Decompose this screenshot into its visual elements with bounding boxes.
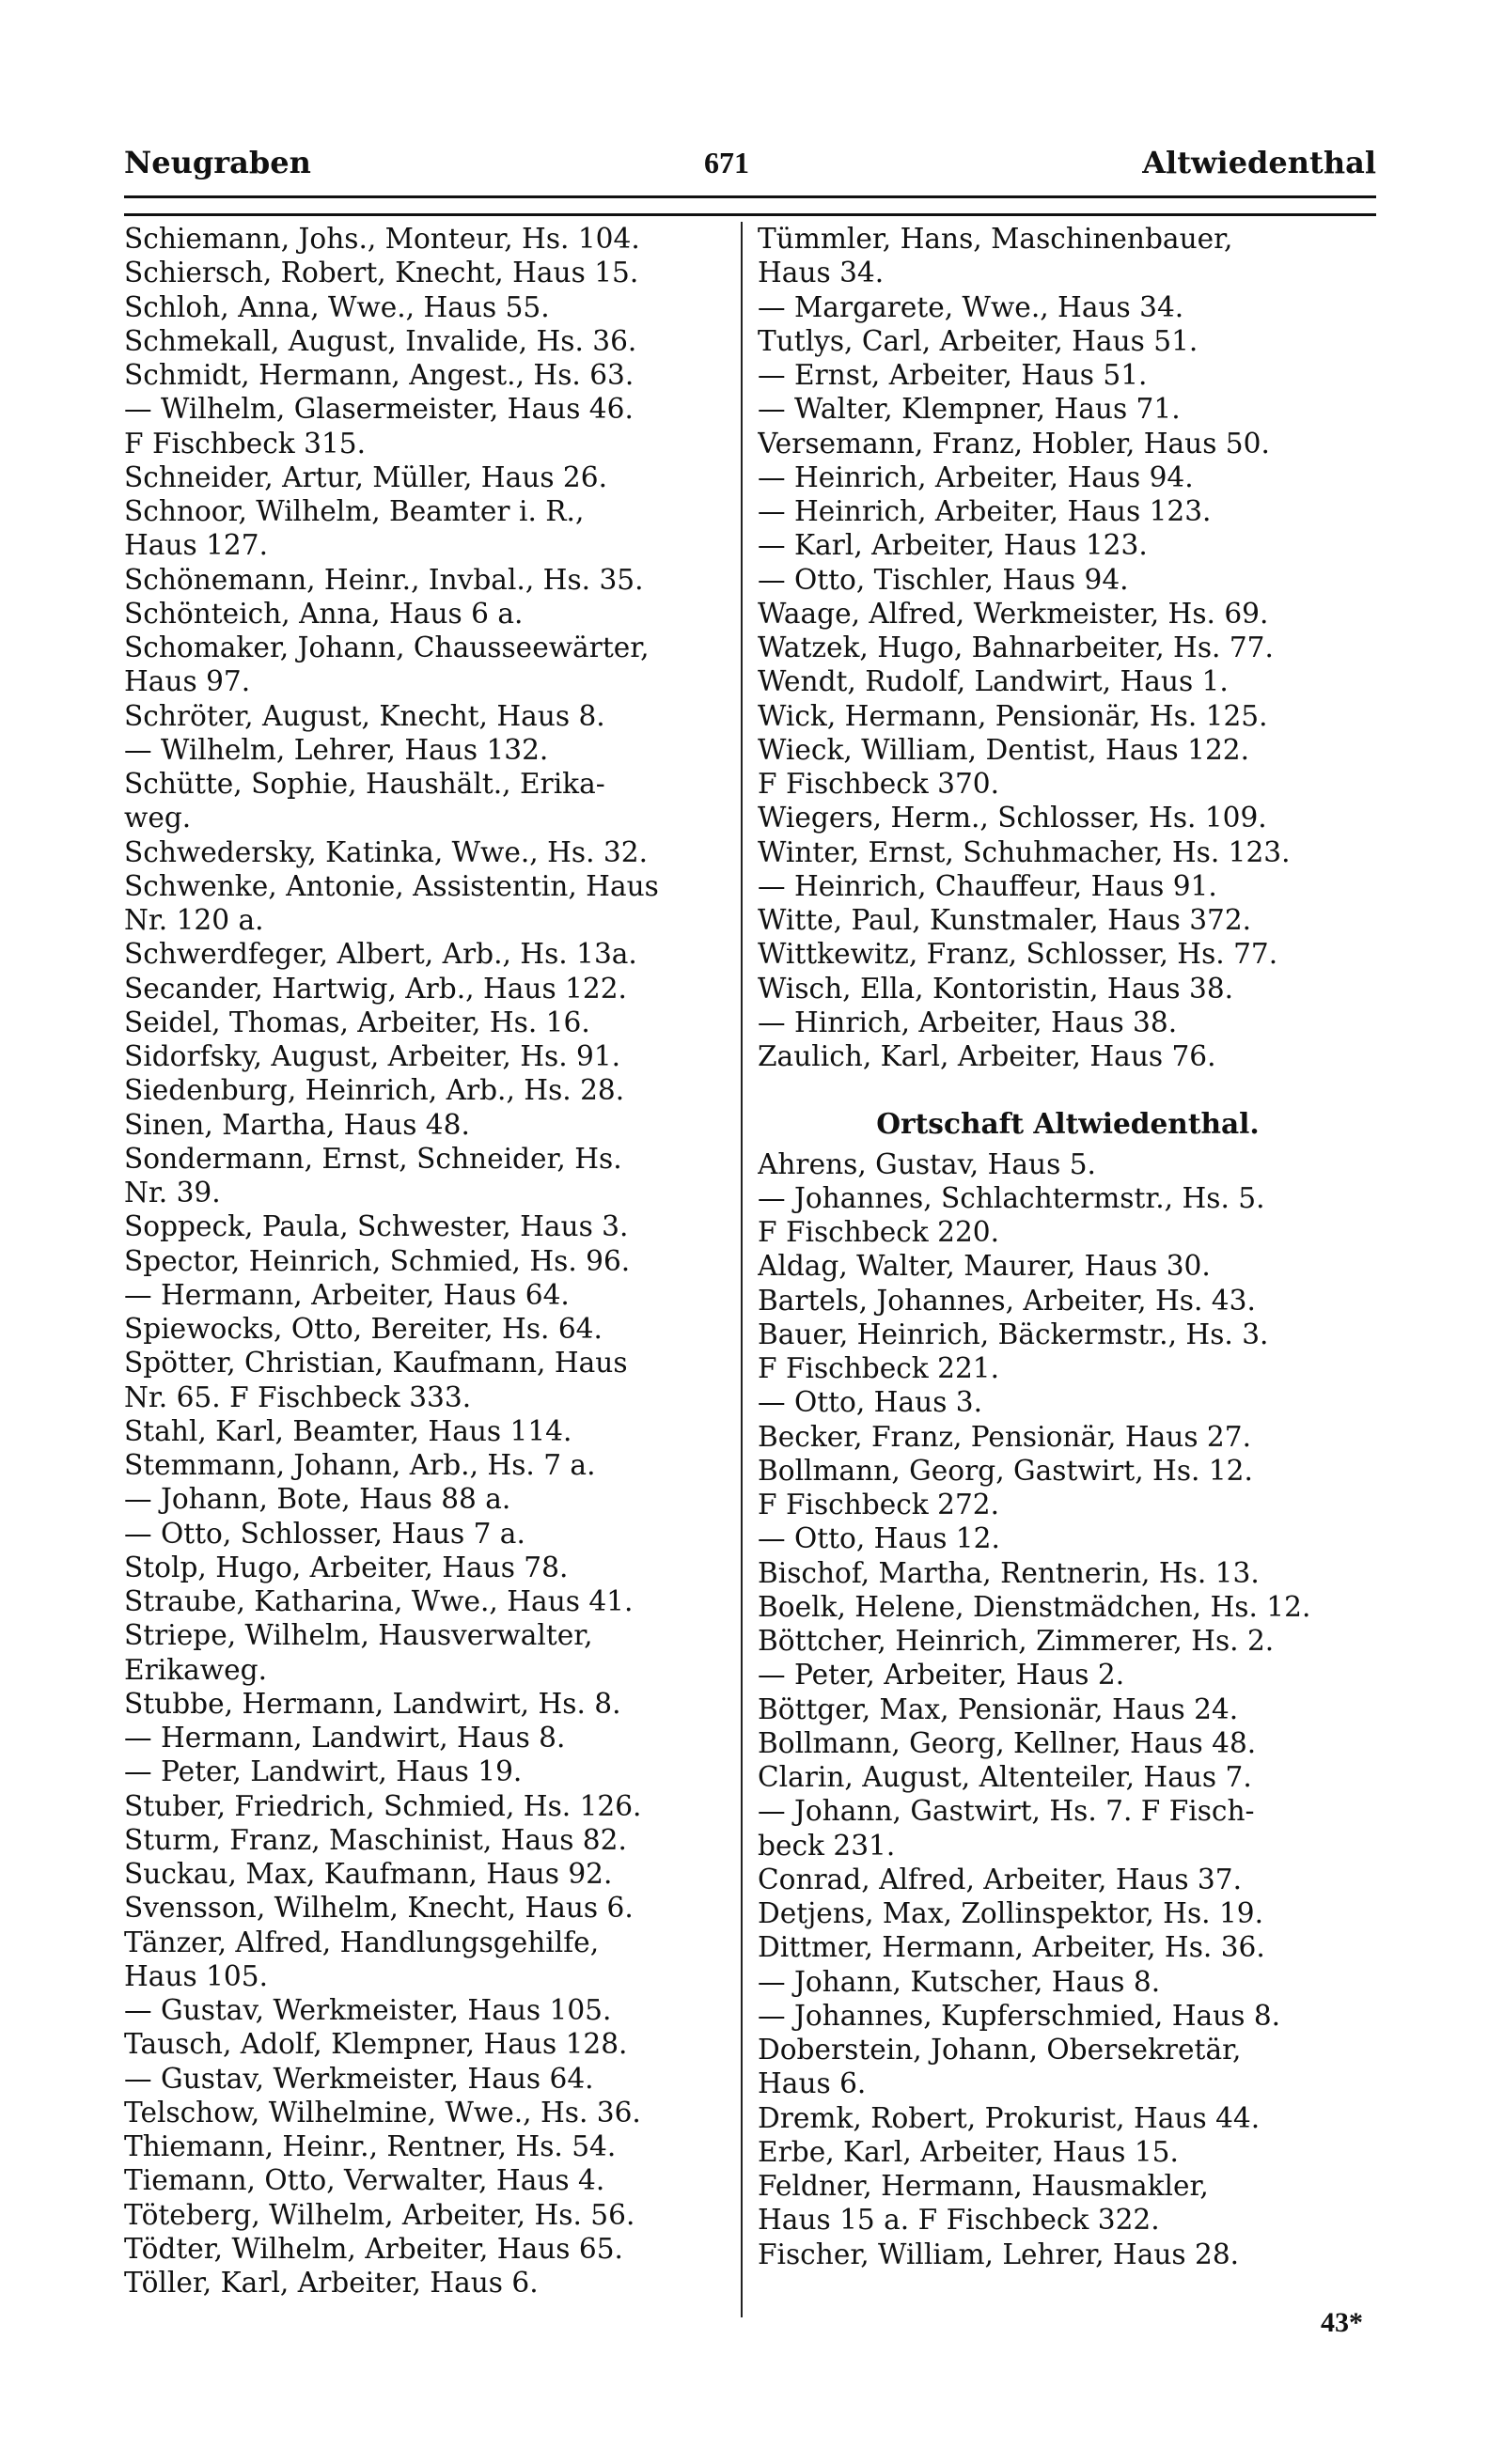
directory-entry: Bischof, Martha, Rentnerin, Hs. 13. (758, 1556, 1260, 1589)
directory-entry: Erikaweg. (124, 1653, 267, 1686)
directory-entry: — Otto, Haus 12. (758, 1522, 1000, 1555)
directory-entry: Witte, Paul, Kunstmaler, Haus 372. (758, 904, 1252, 936)
directory-entry: — Gustav, Werkmeister, Haus 64. (124, 2062, 594, 2095)
page-number: 671 (704, 145, 750, 179)
directory-entry: Waage, Alfred, Werkmeister, Hs. 69. (758, 597, 1269, 630)
directory-entry: Tiemann, Otto, Verwalter, Haus 4. (124, 2164, 605, 2197)
directory-entry: beck 231. (758, 1829, 896, 1862)
directory-entry: Nr. 120 a. (124, 904, 264, 936)
directory-entry: — Heinrich, Chauffeur, Haus 91. (758, 869, 1217, 902)
directory-entry: F Fischbeck 220. (758, 1216, 1000, 1248)
directory-entry: — Otto, Haus 3. (758, 1386, 983, 1419)
directory-entry: Schneider, Artur, Müller, Haus 26. (124, 460, 607, 493)
directory-entry: Schönemann, Heinr., Invbal., Hs. 35. (124, 563, 644, 596)
directory-entry: Schiemann, Johs., Monteur, Hs. 104. (124, 223, 640, 255)
directory-entry: Schomaker, Johann, Chausseewärter, (124, 632, 650, 663)
directory-entry: Schmidt, Hermann, Angest., Hs. 63. (124, 359, 634, 391)
directory-entry: Wisch, Ella, Kontoristin, Haus 38. (758, 972, 1234, 1005)
directory-entry: Töteberg, Wilhelm, Arbeiter, Hs. 56. (124, 2198, 635, 2231)
directory-entry: Schmekall, August, Invalide, Hs. 36. (124, 324, 637, 357)
directory-entry: Tausch, Adolf, Klempner, Haus 128. (124, 2028, 628, 2061)
directory-entry: Thiemann, Heinr., Rentner, Hs. 54. (124, 2130, 617, 2162)
directory-entry: Schnoor, Wilhelm, Beamter i. R., (124, 495, 585, 527)
directory-entry: Haus 34. (758, 257, 885, 289)
directory-entry: Sidorfsky, August, Arbeiter, Hs. 91. (124, 1040, 621, 1072)
directory-entry: — Gustav, Werkmeister, Haus 105. (124, 1994, 612, 2026)
directory-entry: Clarin, August, Altenteiler, Haus 7. (758, 1761, 1252, 1793)
directory-entry: Detjens, Max, Zollinspektor, Hs. 19. (758, 1897, 1264, 1929)
directory-entry: — Johann, Bote, Haus 88 a. (124, 1483, 511, 1516)
section-heading: Ortschaft Altwiedenthal. (876, 1107, 1260, 1141)
directory-entry: Bauer, Heinrich, Bäckermstr., Hs. 3. (758, 1318, 1269, 1350)
directory-entry: Soppeck, Paula, Schwester, Haus 3. (124, 1210, 629, 1243)
directory-entry: Wick, Hermann, Pensionär, Hs. 125. (758, 699, 1268, 732)
header-double-rule (124, 195, 1376, 216)
directory-entry: Haus 105. (124, 1959, 268, 1992)
directory-entry: — Karl, Arbeiter, Haus 123. (758, 529, 1148, 562)
directory-entry: Siedenburg, Heinrich, Arb., Hs. 28. (124, 1074, 625, 1107)
directory-entry: Feldner, Hermann, Hausmakler, (758, 2170, 1209, 2202)
directory-entry: Bollmann, Georg, Gastwirt, Hs. 12. (758, 1454, 1253, 1487)
page-header (124, 139, 1376, 186)
directory-entry: Seidel, Thomas, Arbeiter, Hs. 16. (124, 1006, 590, 1038)
directory-entry: Haus 15 a. F Fischbeck 322. (758, 2204, 1160, 2237)
column-divider (741, 222, 743, 2317)
directory-entry: Becker, Franz, Pensionär, Haus 27. (758, 1420, 1251, 1453)
directory-entry: Conrad, Alfred, Arbeiter, Haus 37. (758, 1863, 1242, 1895)
directory-entry: Spiewocks, Otto, Bereiter, Hs. 64. (124, 1313, 603, 1345)
directory-entry: Striepe, Wilhelm, Hausverwalter, (124, 1619, 593, 1652)
right-column (758, 222, 1378, 2271)
directory-entry: Versemann, Franz, Hobler, Haus 50. (758, 427, 1270, 460)
directory-entry: F Fischbeck 370. (758, 768, 1000, 800)
directory-entry: Fischer, William, Lehrer, Haus 28. (758, 2238, 1240, 2270)
directory-entry: Watzek, Hugo, Bahnarbeiter, Hs. 77. (758, 632, 1274, 663)
directory-entry: Stubbe, Hermann, Landwirt, Hs. 8. (124, 1687, 621, 1720)
directory-entry: — Johann, Gastwirt, Hs. 7. F Fisch- (758, 1795, 1255, 1828)
directory-entry: Dremk, Robert, Prokurist, Haus 44. (758, 2101, 1261, 2134)
directory-entry: — Johannes, Schlachtermstr., Hs. 5. (758, 1181, 1265, 1214)
directory-entry: — Peter, Arbeiter, Haus 2. (758, 1659, 1125, 1692)
directory-entry: Telschow, Wilhelmine, Wwe., Hs. 36. (124, 2096, 641, 2129)
directory-entry: — Walter, Klempner, Haus 71. (758, 393, 1181, 426)
directory-entry: Schwenke, Antonie, Assistentin, Haus (124, 869, 659, 902)
directory-entry: Zaulich, Karl, Arbeiter, Haus 76. (758, 1040, 1216, 1072)
directory-entry: Boelk, Helene, Dienstmädchen, Hs. 12. (758, 1590, 1311, 1623)
directory-entry: Böttcher, Heinrich, Zimmerer, Hs. 2. (758, 1625, 1275, 1657)
directory-entry: Schröter, August, Knecht, Haus 8. (124, 699, 605, 732)
directory-entry: Tümmler, Hans, Maschinenbauer, (758, 223, 1233, 255)
directory-entry: Wittkewitz, Franz, Schlosser, Hs. 77. (758, 938, 1278, 971)
directory-entry: Spötter, Christian, Kaufmann, Haus (124, 1347, 628, 1380)
directory-entry: Schwedersky, Katinka, Wwe., Hs. 32. (124, 835, 648, 868)
directory-entry: Sondermann, Ernst, Schneider, Hs. (124, 1142, 622, 1175)
directory-entry: — Peter, Landwirt, Haus 19. (124, 1755, 523, 1788)
directory-entry: Schloh, Anna, Wwe., Haus 55. (124, 290, 550, 323)
signature-mark: 43* (1321, 2307, 1363, 2338)
directory-entry: Sinen, Martha, Haus 48. (124, 1108, 470, 1141)
directory-entry: Aldag, Walter, Maurer, Haus 30. (758, 1250, 1211, 1283)
directory-entry: Erbe, Karl, Arbeiter, Haus 15. (758, 2135, 1179, 2168)
directory-entry: Nr. 65. F Fischbeck 333. (124, 1380, 472, 1413)
directory-entry: F Fischbeck 315. (124, 427, 367, 460)
directory-entry: — Otto, Schlosser, Haus 7 a. (124, 1517, 525, 1550)
directory-entry: Wendt, Rudolf, Landwirt, Haus 1. (758, 665, 1229, 698)
directory-entry: F Fischbeck 221. (758, 1352, 1000, 1384)
right-column-top-entries (758, 222, 1378, 1073)
right-column-bottom-entries (758, 1147, 1378, 2271)
directory-entry: F Fischbeck 272. (758, 1489, 1000, 1521)
directory-entry: — Johann, Kutscher, Haus 8. (758, 1965, 1161, 1998)
directory-entry: Doberstein, Johann, Obersekretär, (758, 2034, 1242, 2066)
directory-entry: — Otto, Tischler, Haus 94. (758, 563, 1129, 596)
directory-entry: Haus 6. (758, 2067, 867, 2100)
directory-entry: Secander, Hartwig, Arb., Haus 122. (124, 972, 627, 1005)
directory-entry: weg. (124, 802, 192, 834)
directory-entry: — Hinrich, Arbeiter, Haus 38. (758, 1006, 1178, 1038)
directory-entry: Svensson, Wilhelm, Knecht, Haus 6. (124, 1892, 634, 1925)
directory-entry: Schönteich, Anna, Haus 6 a. (124, 597, 524, 630)
directory-entry: Nr. 39. (124, 1177, 221, 1209)
directory-entry: — Hermann, Arbeiter, Haus 64. (124, 1278, 570, 1311)
directory-entry: Tutlys, Carl, Arbeiter, Haus 51. (758, 324, 1198, 357)
directory-entry: Spector, Heinrich, Schmied, Hs. 96. (124, 1244, 631, 1277)
directory-entry: Tödter, Wilhelm, Arbeiter, Haus 65. (124, 2232, 623, 2265)
directory-entry: Stuber, Friedrich, Schmied, Hs. 126. (124, 1789, 642, 1822)
directory-entry: Schwerdfeger, Albert, Arb., Hs. 13a. (124, 938, 637, 971)
header-left-place: Neugraben (124, 145, 311, 180)
directory-entry: Bartels, Johannes, Arbeiter, Hs. 43. (758, 1284, 1256, 1317)
directory-entry: Haus 127. (124, 529, 268, 562)
directory-entry: Töller, Karl, Arbeiter, Haus 6. (124, 2267, 539, 2299)
left-column (124, 222, 731, 2300)
directory-entry: — Heinrich, Arbeiter, Haus 94. (758, 460, 1194, 493)
directory-entry: — Hermann, Landwirt, Haus 8. (124, 1722, 566, 1754)
directory-entry: Ahrens, Gustav, Haus 5. (758, 1147, 1096, 1180)
directory-entry: — Heinrich, Arbeiter, Haus 123. (758, 495, 1212, 527)
directory-entry: Dittmer, Hermann, Arbeiter, Hs. 36. (758, 1931, 1265, 1964)
directory-entry: — Margarete, Wwe., Haus 34. (758, 290, 1184, 323)
directory-entry: Winter, Ernst, Schuhmacher, Hs. 123. (758, 835, 1291, 868)
header-right-place: Altwiedenthal (1142, 145, 1376, 180)
directory-entry: Wieck, William, Dentist, Haus 122. (758, 733, 1250, 766)
directory-entry: Stahl, Karl, Beamter, Haus 114. (124, 1414, 572, 1447)
directory-entry: — Wilhelm, Glasermeister, Haus 46. (124, 393, 634, 426)
directory-entry: Bollmann, Georg, Kellner, Haus 48. (758, 1726, 1257, 1759)
directory-entry: Tänzer, Alfred, Handlungsgehilfe, (124, 1926, 600, 1958)
directory-entry: Schiersch, Robert, Knecht, Haus 15. (124, 257, 639, 289)
directory-entry: Suckau, Max, Kaufmann, Haus 92. (124, 1858, 613, 1890)
directory-entry: Stemmann, Johann, Arb., Hs. 7 a. (124, 1449, 596, 1481)
directory-entry: Schütte, Sophie, Haushält., Erika- (124, 768, 605, 800)
directory-entry: Stolp, Hugo, Arbeiter, Haus 78. (124, 1551, 569, 1583)
directory-entry: Straube, Katharina, Wwe., Haus 41. (124, 1585, 634, 1617)
directory-entry: — Johannes, Kupferschmied, Haus 8. (758, 1999, 1281, 2032)
directory-entry: Haus 97. (124, 665, 251, 698)
directory-entry: — Ernst, Arbeiter, Haus 51. (758, 359, 1148, 391)
directory-entry: Böttger, Max, Pensionär, Haus 24. (758, 1692, 1239, 1725)
directory-entry: — Wilhelm, Lehrer, Haus 132. (124, 733, 549, 766)
directory-entry: Wiegers, Herm., Schlosser, Hs. 109. (758, 802, 1267, 834)
directory-entry: Sturm, Franz, Maschinist, Haus 82. (124, 1823, 627, 1856)
